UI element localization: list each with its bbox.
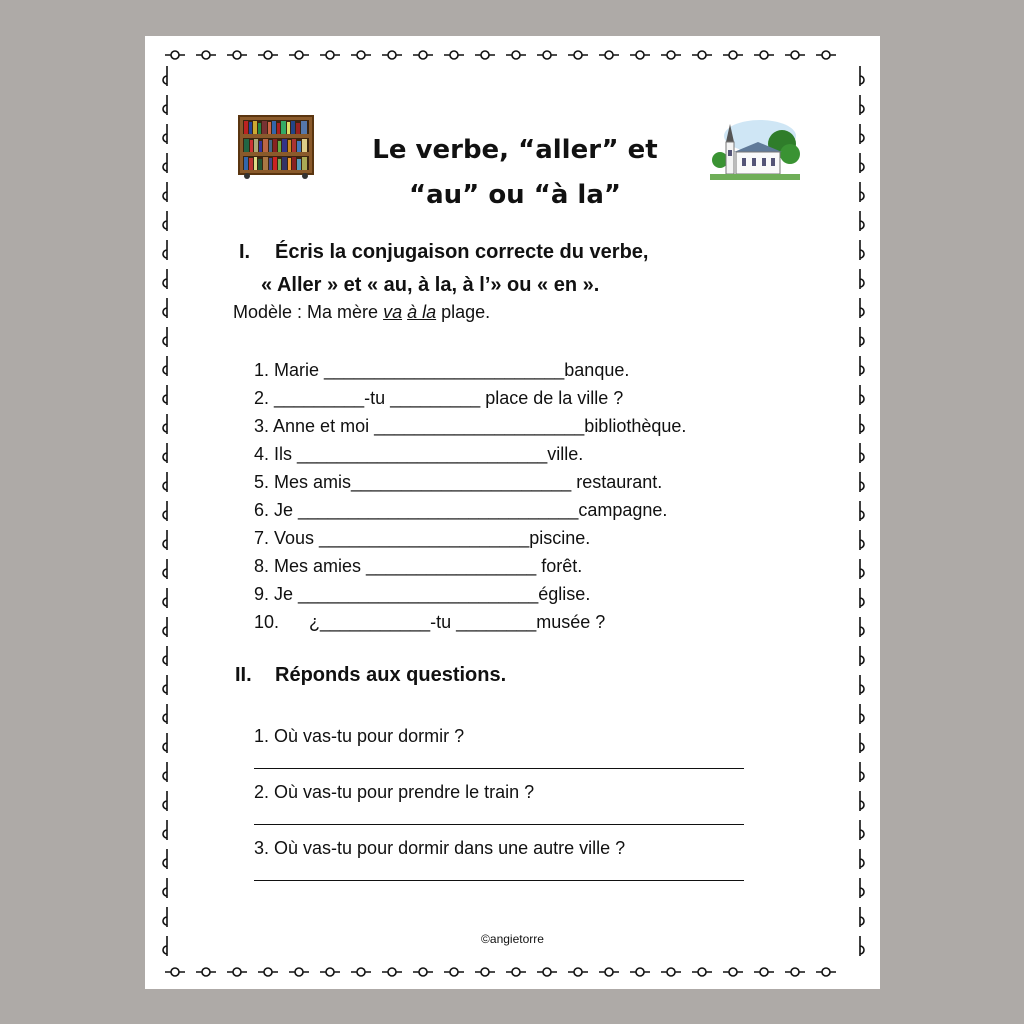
border-curl (444, 51, 464, 59)
section-2-number: II. (235, 664, 252, 686)
section-2-heading-text: Réponds aux questions. (275, 664, 507, 686)
border-curl (258, 51, 278, 59)
border-curl (163, 733, 167, 753)
border-curl (444, 968, 464, 976)
border-curl (860, 704, 864, 724)
border-curl (163, 124, 167, 144)
border-curl (227, 51, 247, 59)
model-label: Modèle : Ma mère (233, 302, 384, 322)
border-curl (860, 849, 864, 869)
model-example (233, 302, 490, 323)
border-curl (860, 443, 864, 463)
section-1-heading (239, 236, 739, 302)
exercise-item: 7. Vous _____________________piscine. (254, 528, 591, 548)
border-curl (860, 211, 864, 231)
border-curl (692, 968, 712, 976)
exercise-item: 9. Je ________________________église. (254, 584, 591, 604)
border-curl (860, 675, 864, 695)
border-curl (860, 95, 864, 115)
border-curl (351, 968, 371, 976)
border-curl (163, 907, 167, 927)
border-curl (537, 968, 557, 976)
border-curl (163, 559, 167, 579)
section-1-heading-line-2: « Aller » et « au, à la, à l’» ou « en ». (261, 274, 600, 296)
border-curl (860, 501, 864, 521)
border-curl (320, 968, 340, 976)
border-curl (860, 124, 864, 144)
border-curl (289, 968, 309, 976)
border-curl (413, 51, 433, 59)
border-curl (163, 356, 167, 376)
border-curl (860, 182, 864, 202)
question-text: 1. Où vas-tu pour dormir ? (254, 726, 465, 746)
answer-line (254, 814, 744, 825)
border-curl (382, 968, 402, 976)
section-2-heading (235, 664, 506, 687)
border-curl (163, 211, 167, 231)
exercise-item: 6. Je ____________________________campagne. (254, 500, 668, 520)
border-curl (165, 968, 185, 976)
exercise-item: 2. _________-tu _________ place de la ville ? (254, 388, 624, 408)
worksheet-page (145, 36, 880, 989)
title-line-1: Le verbe, “aller” et (372, 135, 658, 165)
border-curl (723, 968, 743, 976)
border-curl (860, 153, 864, 173)
exercise-item: 5. Mes amis______________________ restaurant. (254, 472, 663, 492)
section-1-number: I. (239, 241, 251, 263)
border-curl (568, 51, 588, 59)
border-curl (163, 414, 167, 434)
border-curl (860, 791, 864, 811)
border-curl (163, 95, 167, 115)
border-curl (163, 820, 167, 840)
conjugation-exercise-list (254, 356, 686, 636)
border-curl (163, 878, 167, 898)
border-curl (163, 849, 167, 869)
border-curl (163, 501, 167, 521)
border-curl (785, 968, 805, 976)
church-image (710, 114, 800, 184)
exercise-item: 10. ¿___________-tu ________musée ? (254, 612, 606, 632)
worksheet-title (335, 128, 695, 218)
answer-line (254, 758, 744, 769)
border-curl (163, 182, 167, 202)
border-curl (506, 51, 526, 59)
border-curl (816, 968, 836, 976)
answer-line (254, 870, 744, 881)
border-curl (163, 443, 167, 463)
border-curl (860, 240, 864, 260)
border-curl (860, 617, 864, 637)
border-curl (860, 878, 864, 898)
border-curl (163, 675, 167, 695)
border-curl (196, 968, 216, 976)
border-curl (599, 51, 619, 59)
question-text: 2. Où vas-tu pour prendre le train ? (254, 782, 535, 802)
border-curl (163, 617, 167, 637)
border-curl (163, 298, 167, 318)
border-curl (351, 51, 371, 59)
border-curl (163, 472, 167, 492)
title-line-2: “au” ou “à la” (409, 180, 621, 210)
border-curl (860, 762, 864, 782)
border-curl (163, 385, 167, 405)
border-curl (163, 588, 167, 608)
border-curl (692, 51, 712, 59)
copyright-credit: ©angietorre (481, 932, 544, 946)
border-curl (860, 414, 864, 434)
border-curl (785, 51, 805, 59)
border-curl (163, 646, 167, 666)
border-curl (227, 968, 247, 976)
border-curl (860, 588, 864, 608)
border-curl (537, 51, 557, 59)
border-curl (475, 968, 495, 976)
border-curl (163, 66, 167, 86)
border-curl (289, 51, 309, 59)
border-curl (661, 968, 681, 976)
border-curl (860, 472, 864, 492)
exercise-item: 1. Marie ________________________banque. (254, 360, 630, 380)
border-curl (723, 51, 743, 59)
question-item (254, 724, 625, 780)
border-curl (860, 356, 864, 376)
border-curl (382, 51, 402, 59)
border-curl (163, 240, 167, 260)
exercise-item: 8. Mes amies _________________ forêt. (254, 556, 583, 576)
border-curl (475, 51, 495, 59)
border-curl (754, 968, 774, 976)
border-curl (860, 269, 864, 289)
model-end: plage. (436, 302, 491, 322)
border-curl (196, 51, 216, 59)
question-list (254, 724, 625, 892)
model-preposition: à la (407, 302, 437, 322)
border-curl (163, 791, 167, 811)
border-curl (860, 385, 864, 405)
border-curl (163, 269, 167, 289)
section-1-heading-line-1: Écris la conjugaison correcte du verbe, (275, 241, 649, 263)
border-curl (630, 968, 650, 976)
question-item (254, 780, 625, 836)
border-curl (860, 733, 864, 753)
question-item (254, 836, 625, 892)
border-curl (163, 762, 167, 782)
border-curl (860, 530, 864, 550)
border-curl (754, 51, 774, 59)
bookshelf-image (237, 114, 315, 180)
border-curl (165, 51, 185, 59)
border-curl (860, 907, 864, 927)
border-curl (163, 530, 167, 550)
border-curl (568, 968, 588, 976)
border-curl (860, 646, 864, 666)
border-curl (816, 51, 836, 59)
border-curl (599, 968, 619, 976)
border-curl (163, 327, 167, 347)
border-curl (163, 153, 167, 173)
border-curl (860, 820, 864, 840)
border-curl (860, 66, 864, 86)
border-curl (661, 51, 681, 59)
question-text: 3. Où vas-tu pour dormir dans une autre ville ? (254, 838, 626, 858)
border-curl (320, 51, 340, 59)
border-curl (630, 51, 650, 59)
border-curl (860, 559, 864, 579)
border-curl (860, 327, 864, 347)
border-curl (413, 968, 433, 976)
border-curl (860, 298, 864, 318)
border-curl (258, 968, 278, 976)
exercise-item: 4. Ils _________________________ville. (254, 444, 584, 464)
border-curl (506, 968, 526, 976)
exercise-item: 3. Anne et moi _____________________bibliothèque. (254, 416, 687, 436)
model-verb: va (383, 302, 403, 322)
border-curl (163, 704, 167, 724)
